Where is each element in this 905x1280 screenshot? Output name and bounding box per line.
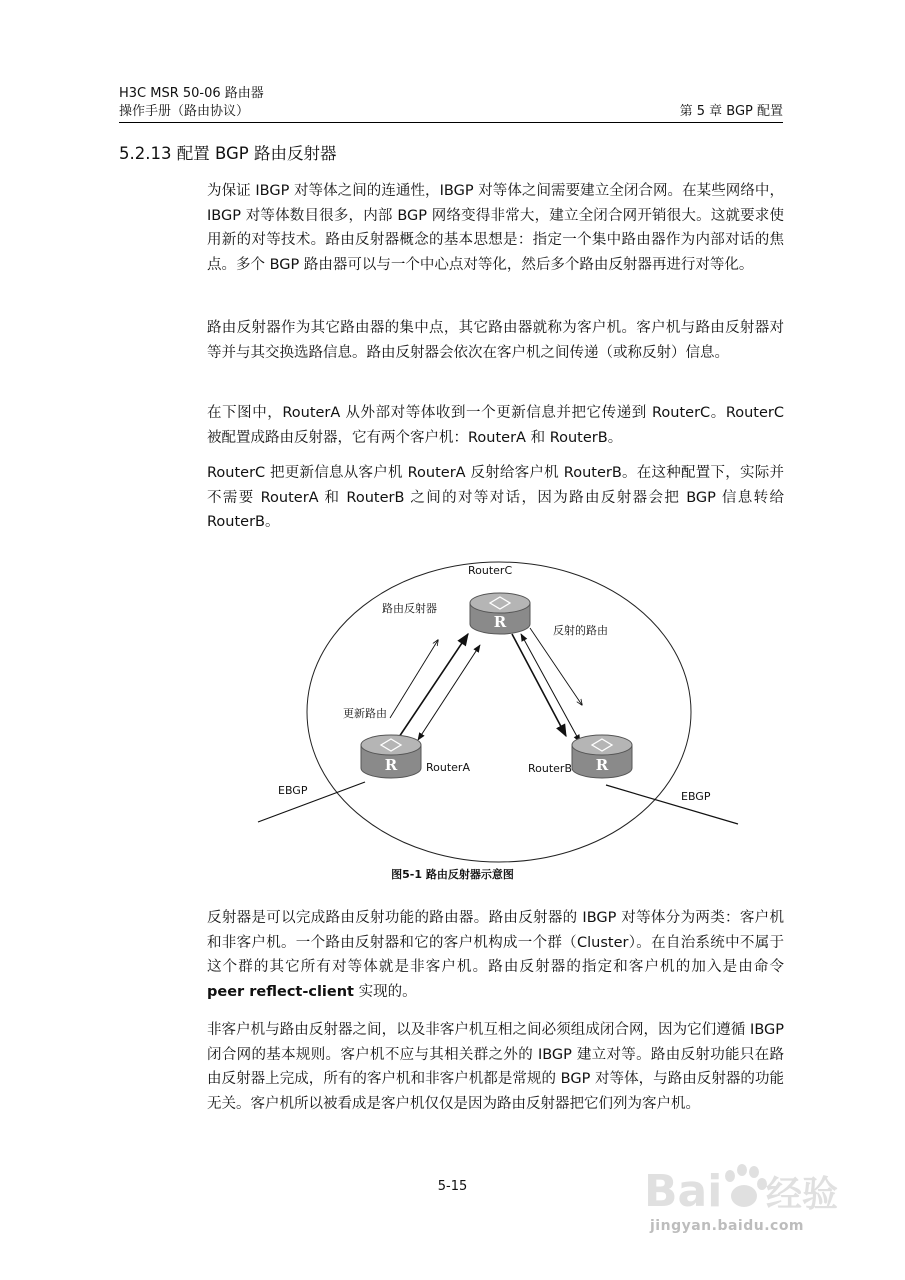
command-peer-reflect-client: peer reflect-client <box>207 983 354 1000</box>
router-a-label: RouterA <box>426 761 470 774</box>
section-title: 5.2.13 配置 BGP 路由反射器 <box>119 144 337 163</box>
update-route-label: 更新路由 <box>343 707 387 720</box>
page-number: 5-15 <box>437 1179 468 1194</box>
peer-link-c-b <box>521 634 580 742</box>
router-b-icon <box>572 735 632 778</box>
header-chapter: 第 5 章 BGP 配置 <box>679 104 783 119</box>
watermark-url: jingyan.baidu.com <box>650 1218 805 1234</box>
peer-link-a-c <box>418 645 480 740</box>
update-flow-arrow <box>397 634 468 740</box>
reflected-route-arrow <box>530 628 582 705</box>
paragraph-reflection: RouterC 把更新信息从客户机 RouterA 反射给客户机 RouterB。在这种配置下，实际并不需要 RouterA 和 RouterB 之间的对等对话，因为路由反射器会把 BGP 信息转给 RouterB。 <box>207 465 784 530</box>
watermark-brand-cn: 经验 <box>766 1174 839 1215</box>
router-a-icon <box>361 735 421 778</box>
ebgp-link-right <box>606 785 738 824</box>
ebgp-label-right: EBGP <box>681 790 711 803</box>
paragraph-figure-intro: 在下图中，RouterA 从外部对等体收到一个更新信息并把它传递到 RouterC。RouterC 被配置成路由反射器，它有两个客户机：RouterA 和 RouterB。 <box>207 405 784 446</box>
ebgp-label-left: EBGP <box>278 784 308 797</box>
router-a-glyph: R <box>384 756 398 774</box>
paragraph-cluster <box>207 906 784 1004</box>
reflect-flow-arrow <box>512 634 566 736</box>
router-c-glyph: R <box>493 613 507 631</box>
figure-caption: 图5-1 路由反射器示意图 <box>391 868 514 881</box>
router-c-label: RouterC <box>468 564 513 577</box>
paragraph-intro: 为保证 IBGP 对等体之间的连通性，IBGP 对等体之间需要建立全闭合网。在某些网络中，IBGP 对等体数目很多，内部 BGP 网络变得非常大，建立全闭合网开销很大。这就要求使用新的对等技术。路由反射器概念的基本思想是：指定一个集中路由器作为内部对话的焦点。多个 BGP 路由器可以与一个中心点对等化，然后多个路由反射器再进行对等化。 <box>207 183 784 273</box>
paw-icon <box>725 1164 767 1207</box>
reflector-label: 路由反射器 <box>382 602 437 615</box>
update-route-arrow <box>390 640 438 718</box>
reflected-route-label: 反射的路由 <box>553 624 608 637</box>
ebgp-link-left <box>258 782 365 822</box>
paragraph-reflector-role: 路由反射器作为其它路由器的集中点，其它路由器就称为客户机。客户机与路由反射器对等并与其交换选路信息。路由反射器会依次在客户机之间传递（或称反射）信息。 <box>207 320 784 361</box>
header-product: H3C MSR 50-06 路由器 <box>119 86 264 101</box>
watermark-brand-latin: Bai <box>644 1166 723 1217</box>
router-b-glyph: R <box>595 756 609 774</box>
router-b-label: RouterB <box>528 762 572 775</box>
header-manual: 操作手册（路由协议） <box>119 104 250 119</box>
paragraph-cluster-text: 反射器是可以完成路由反射功能的路由器。路由反射器的 IBGP 对等体分为两类：客户机和非客户机。一个路由反射器和它的客户机构成一个群（Cluster）。在自治系统中不属于这个群的其它所有对等体就是非客户机。路由反射器的指定和客户机的加入是由命令 <box>207 910 784 975</box>
paragraph-cluster-tail: 实现的。 <box>353 983 417 1000</box>
router-c-icon <box>470 593 530 634</box>
paragraph-non-client: 非客户机与路由反射器之间，以及非客户机互相之间必须组成闭合网，因为它们遵循 IBGP 闭合网的基本规则。客户机不应与其相关群之外的 IBGP 建立对等。路由反射功能只在路由反射器上完成，所有的客户机和非客户机都是常规的 BGP 对等体，与路由反射器的功能无关。客户机所以被看成是客户机仅仅是因为路由反射器把它们列为客户机。 <box>207 1022 784 1112</box>
